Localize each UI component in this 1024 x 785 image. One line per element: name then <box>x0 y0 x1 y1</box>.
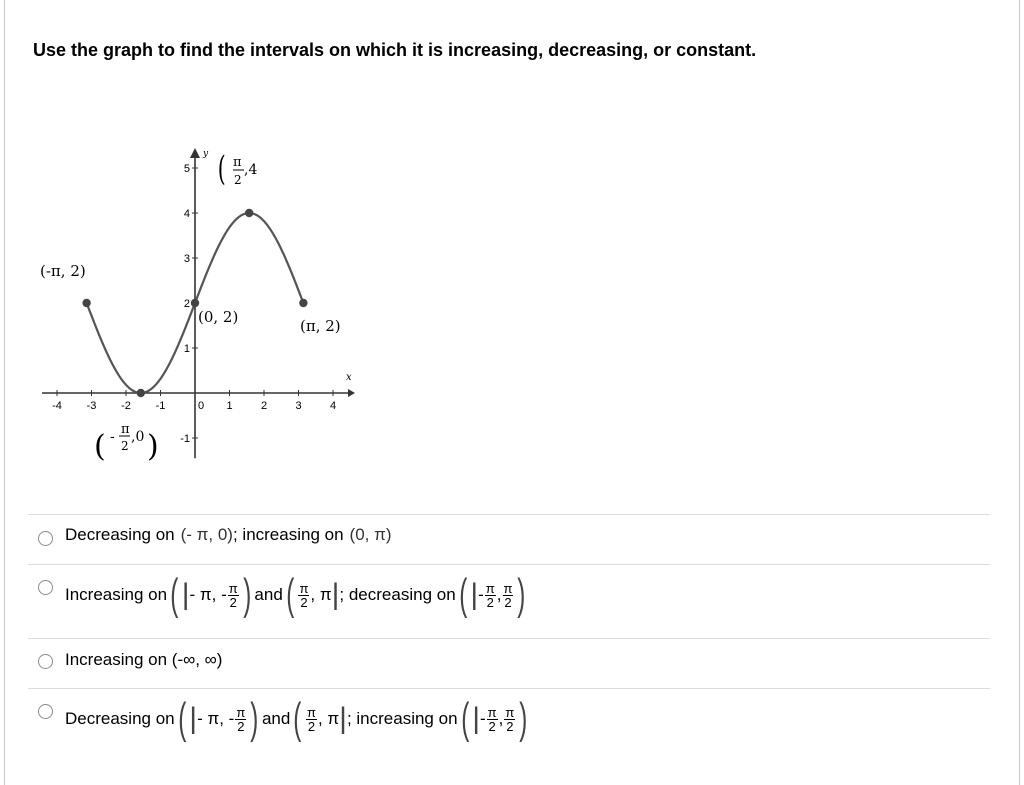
y-tick-label: -1 <box>180 433 190 445</box>
x-tick-label: 0 <box>197 400 205 412</box>
x-axis-arrow <box>348 389 355 397</box>
label-point-y-intercept: (0, 2) <box>198 308 239 326</box>
fraction: $\frac{\pi}{2}$ <box>236 704 246 734</box>
question-text: Use the graph to find the intervals on which it is increasing, decreasing, or constant. <box>33 40 757 60</box>
answer-option-4[interactable] <box>28 688 990 762</box>
label-paren: ( <box>94 429 106 464</box>
label-paren: ) <box>147 429 159 464</box>
curve-point <box>245 209 253 217</box>
interval-text: , <box>496 585 502 604</box>
label-y-value: ,0 <box>131 429 145 445</box>
option-text: Decreasing on <box>65 709 175 728</box>
y-tick-label: 1 <box>183 343 190 355</box>
fraction: $\frac{\pi}{2}$ <box>503 580 513 610</box>
bar: | <box>470 578 479 611</box>
option-text: Increasing on <box>65 585 168 604</box>
y-axis-label: y <box>203 149 209 159</box>
answer-option-3[interactable] <box>28 638 990 688</box>
bar: | <box>472 702 480 735</box>
paren-open: ( <box>458 570 468 619</box>
interval-text: , <box>498 709 504 728</box>
curve-point <box>191 299 199 307</box>
interval: (0, π) <box>349 525 392 544</box>
label-point-left: (-π, 2) <box>40 262 86 280</box>
label-pi-num: π <box>121 422 130 437</box>
y-tick-label: 5 <box>183 163 190 175</box>
curve-point <box>299 299 307 307</box>
label-den: 2 <box>121 439 129 453</box>
paren-close: ) <box>250 694 259 743</box>
answer-option-1-text <box>65 525 392 545</box>
interval: (- π, 0) <box>180 525 233 544</box>
answer-option-1[interactable] <box>28 514 990 564</box>
x-tick-label: -2 <box>121 400 131 412</box>
y-axis-arrow <box>190 148 200 158</box>
answer-option-3-text: Increasing on (-∞, ∞) <box>65 650 223 669</box>
label-point-right: (π, 2) <box>300 317 341 335</box>
interval-text: - π, - <box>189 585 227 604</box>
answer-option-1-radio[interactable] <box>38 531 53 546</box>
answer-option-2-radio[interactable] <box>38 580 53 595</box>
answer-option-3-radio[interactable] <box>38 654 53 669</box>
fraction: $\frac{\pi}{2}$ <box>228 580 238 610</box>
label-den: 2 <box>234 173 242 187</box>
x-axis-label: x <box>346 372 352 383</box>
answer-option-4-radio[interactable] <box>38 704 53 719</box>
x-tick-label: 1 <box>226 400 233 412</box>
bar: | <box>339 702 347 735</box>
answer-option-2[interactable] <box>28 564 990 638</box>
option-text: ; increasing on <box>346 709 458 728</box>
label-y-value: ,4 <box>244 162 258 178</box>
interval-text: - π, - <box>197 709 235 728</box>
curve-point <box>137 389 145 397</box>
interval-text: , π <box>310 585 332 604</box>
y-tick-label: 4 <box>183 208 190 220</box>
x-tick-label: 3 <box>295 400 302 412</box>
paren-close: ) <box>519 694 528 743</box>
label-paren: ( <box>217 148 226 189</box>
x-tick-label: -3 <box>86 400 97 412</box>
label-pi-num: π <box>233 155 242 170</box>
fraction: $\frac{\pi}{2}$ <box>299 580 309 610</box>
y-tick-label: 2 <box>183 298 190 310</box>
fraction: $\frac{\pi}{2}$ <box>505 704 515 734</box>
curve-point <box>82 299 90 307</box>
x-tick-label: 4 <box>329 400 337 412</box>
paren-close: ) <box>243 570 252 619</box>
paren-open: ( <box>170 570 179 619</box>
fraction: $\frac{\pi}{2}$ <box>485 580 495 610</box>
option-text: Decreasing on <box>65 525 175 544</box>
paren-open: ( <box>293 694 302 743</box>
answer-option-4-text <box>65 694 531 743</box>
fraction: $\frac{\pi}{2}$ <box>306 704 316 734</box>
paren-open: ( <box>460 694 469 743</box>
x-tick-label: -4 <box>52 400 62 412</box>
paren-open: ( <box>286 570 295 619</box>
option-text: ; increasing on <box>232 525 344 544</box>
x-tick-label: -1 <box>155 400 166 412</box>
option-text: and <box>254 585 283 604</box>
answer-option-2-text <box>65 570 529 619</box>
option-text: ; decreasing on <box>339 585 456 604</box>
label-minus: - <box>110 429 115 445</box>
function-graph <box>30 138 370 480</box>
y-tick-label: 3 <box>183 253 190 265</box>
bar: | <box>331 578 340 611</box>
paren-open: ( <box>177 694 186 743</box>
interval-text: - <box>478 585 484 604</box>
paren-close: ) <box>517 570 526 619</box>
interval-text: - <box>479 709 486 728</box>
bar: | <box>189 702 198 735</box>
bar: | <box>181 578 190 611</box>
fraction: $\frac{\pi}{2}$ <box>487 704 497 734</box>
x-tick-label: 2 <box>260 400 268 412</box>
interval-text: , π <box>317 709 340 728</box>
option-text: and <box>261 709 291 728</box>
